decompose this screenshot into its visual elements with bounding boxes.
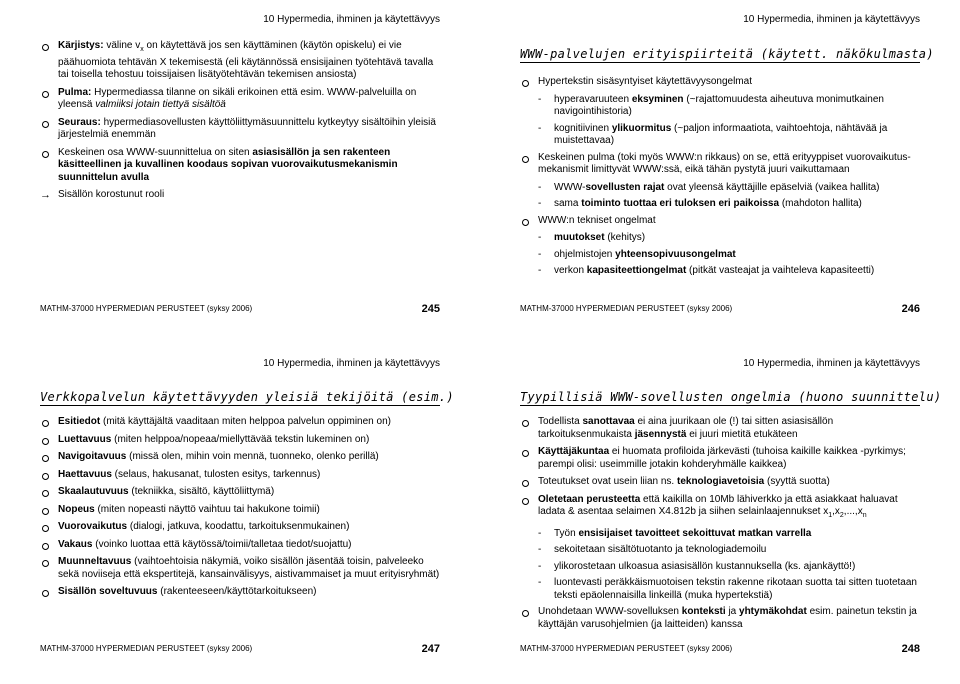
bullet-icon: [42, 508, 49, 515]
bullet-item: [520, 76, 920, 89]
dash-marker: -: [538, 527, 542, 539]
bullet-icon: [522, 480, 529, 487]
sub-item: [520, 198, 920, 211]
bullet-icon: [42, 44, 49, 51]
slide-header: 10 Hypermedia, ihminen ja käytettävyys: [263, 358, 440, 369]
slide-title: Verkkopalvelun käytettävyyden yleisiä tekijöitä (esim.): [40, 390, 454, 404]
bullet-item-text: Navigoitavuus (missä olen, mihin voin mennä, tuonneko, olenko perillä): [58, 451, 379, 462]
bullet-item-text: Luettavuus (miten helppoa/nopeaa/miellyttävää tekstin lukeminen on): [58, 433, 370, 445]
bullet-icon: [42, 455, 49, 462]
bullet-item: [40, 434, 440, 447]
slide-header: 10 Hypermedia, ihminen ja käytettävyys: [743, 358, 920, 369]
slide-248: [520, 358, 942, 670]
bullet-item: [40, 504, 440, 517]
sub-item-text: hyperavaruuteen eksyminen (~rajattomuudesta aiheutuva monimutkainen navigointihistoria): [554, 93, 884, 117]
bullet-item: [40, 40, 440, 82]
bullet-icon: [42, 473, 49, 480]
dash-marker: -: [538, 248, 542, 260]
bullet-icon: [42, 560, 49, 567]
sub-item: [520, 265, 920, 278]
bullet-icon: [42, 543, 49, 550]
bullet-icon: [42, 121, 49, 128]
dash-marker: -: [538, 93, 542, 105]
bullet-item-text: Vuorovaikutus (dialogi, jatkuva, koodattu, tarkoituksenmukainen): [58, 521, 350, 532]
bullet-item-text: Toteutukset ovat usein liian ns. teknologiavetoisia (syyttä suotta): [538, 476, 830, 487]
bullet-item: [40, 539, 440, 552]
bullet-item-text: Sisällön soveltuvuus (rakenteeseen/käyttötarkoitukseen): [58, 586, 317, 597]
sub-item-text: ylikorostetaan ulkoasua asiasisällön kustannuksella (ks. ajankäyttö!): [554, 560, 856, 572]
sub-item: [520, 182, 920, 195]
bullet-item-text: Hypertekstin sisäsyntyiset käytettävyysongelmat: [538, 76, 752, 87]
sub-item: [520, 528, 920, 541]
bullet-item-text: Käyttäjäkuntaa ei huomata profiloida järkevästi (tuhoisa kaikille kaikkea -pyrkimys; parempi olisi: useimmille jotakin kohderyhmälle kaikkea): [538, 446, 906, 470]
bullet-item: [520, 606, 920, 631]
sub-item: [520, 577, 920, 602]
slide-body: [40, 416, 440, 604]
bullet-item-text: Skaalautuvuus (tekniikka, sisältö, käyttöliittymä): [58, 486, 275, 497]
slide-title: WWW-palvelujen erityispiirteitä (käytett. näkökulmasta): [520, 47, 934, 61]
bullet-item-text: Nopeus (miten nopeasti näyttö vaihtuu tai hakukone toimii): [58, 503, 320, 515]
sub-item: [520, 561, 920, 574]
bullet-icon: [522, 450, 529, 457]
bullet-item: [40, 117, 440, 142]
slide-247: [40, 358, 454, 670]
slide-body: [520, 76, 920, 282]
bullet-icon: [522, 80, 529, 87]
sub-item: [520, 249, 920, 262]
bullet-icon: [522, 420, 529, 427]
sub-item-text: sekoitetaan sisältötuotanto ja teknologiademoilu: [554, 544, 767, 555]
bullet-item: [520, 215, 920, 228]
slide-footer: MATHM-37000 HYPERMEDIAN PERUSTEET (syksy 2006): [520, 644, 733, 653]
dash-marker: -: [538, 577, 542, 588]
bullet-icon: [42, 151, 49, 158]
bullet-item-text: WWW:n tekniset ongelmat: [538, 214, 656, 226]
bullet-item: [40, 586, 440, 599]
bullet-icon: [42, 525, 49, 532]
page-number: 246: [901, 303, 920, 315]
sub-item: [520, 123, 920, 148]
bullet-item: [40, 486, 440, 499]
bullet-item-text: Vakaus (voinko luottaa että käytössä/toimii/talletaa tiedot/suojattu): [58, 538, 352, 550]
bullet-icon: [42, 438, 49, 445]
slide-footer: MATHM-37000 HYPERMEDIAN PERUSTEET (syksy 2006): [40, 644, 253, 653]
slide-header: 10 Hypermedia, ihminen ja käytettävyys: [743, 14, 920, 25]
bullet-item: [40, 556, 440, 581]
bullet-item: [40, 521, 440, 534]
slide-footer: MATHM-37000 HYPERMEDIAN PERUSTEET (syksy 2006): [40, 304, 253, 313]
slide-footer: MATHM-37000 HYPERMEDIAN PERUSTEET (syksy 2006): [520, 304, 733, 313]
page-number: 245: [421, 303, 440, 315]
dash-marker: -: [538, 122, 542, 134]
page-number: 248: [901, 643, 920, 655]
slide-header: 10 Hypermedia, ihminen ja käytettävyys: [263, 14, 440, 25]
sub-item-text: WWW-sovellusten rajat ovat yleensä käyttäjille epäselviä (vaikea hallita): [554, 181, 880, 193]
bullet-item-text: Muunneltavuus (vaihtoehtoisia näkymiä, voiko sisällön jäsentää toisin, palveleeko sekä noviiseja että ekspertitejä, kansainvälisyys, aistivammaiset ja muut erityisryhmät): [58, 556, 440, 580]
bullet-item-text: Unohdetaan WWW-sovelluksen konteksti ja yhtymäkohdat esim. painetun tekstin ja käyttäjän varusohjelmien (ja laitteiden) kanssa: [538, 606, 917, 630]
page-number: 247: [421, 643, 440, 655]
dash-marker: -: [538, 560, 542, 572]
bullet-item: [520, 152, 920, 177]
bullet-item: [520, 494, 920, 523]
bullet-icon: [42, 490, 49, 497]
sub-item-text: sama toiminto tuottaa eri tuloksen eri paikoissa (mahdoton hallita): [554, 198, 862, 209]
sub-item-text: Työn ensisijaiset tavoitteet sekoittuvat matkan varrella: [554, 527, 812, 539]
bullet-item-text: Keskeinen osa WWW-suunnittelua on siten asiasisällön ja sen rakenteen käsitteellinen ja kuvallinen koodaus sopivan vuorovaikutusmekanismin suunnittelun avulla: [58, 146, 398, 183]
bullet-item: [40, 451, 440, 464]
bullet-icon: [42, 91, 49, 98]
bullet-item: [40, 147, 440, 185]
slide-body: [40, 40, 440, 207]
bullet-item-text: Oletetaan perusteetta että kaikilla on 10Mb lähiverkko ja että asiakkaat haluavat ladata & asentaa selaimen X4.812b ja siihen selainlaajennukset $x_1,x_2,...,x_n$: [538, 493, 898, 519]
sub-item-text: verkon kapasiteettiongelmat (pitkät vasteajat ja vaihteleva kapasiteetti): [554, 265, 875, 276]
bullet-item-text: Seuraus: hypermediasovellusten käyttöliittymäsuunnittelu kytkeytyy sisältöihin yleisiä järjestelmiä enemmän: [58, 116, 436, 140]
dash-marker: -: [538, 265, 542, 276]
dash-marker: -: [538, 232, 542, 243]
bullet-item-text: Haettavuus (selaus, hakusanat, tulosten esitys, tarkennus): [58, 468, 321, 480]
bullet-icon: [42, 420, 49, 427]
arrow-right-icon: →: [40, 189, 51, 201]
arrow-item: [40, 189, 440, 202]
bullet-item: [520, 416, 920, 441]
bullet-item: [520, 476, 920, 489]
bullet-icon: [522, 156, 529, 163]
bullet-icon: [522, 219, 529, 226]
sub-item: [520, 544, 920, 557]
bullet-item: [40, 87, 440, 112]
bullet-item-text: Pulma: Hypermediassa tilanne on sikäli erikoinen että esim. WWW-palveluilla on yleensä valmiiksi jotain tiettyä sisältöä: [58, 86, 417, 110]
slide-245: [40, 14, 440, 322]
bullet-item-text: Todellista sanottavaa ei aina juurikaan ole (!) tai sitten asiasisällön tarkoituksenmukaista jäsennystä ei juuri mietitä etukäteen: [538, 416, 834, 440]
dash-marker: -: [538, 198, 542, 209]
bullet-item: [40, 469, 440, 482]
bullet-item-text: Keskeinen pulma (toki myös WWW:n rikkaus) on se, että erityyppiset vuorovaikutus-mekanismit limittyvät WWW:ssä, eikä tähän pystytä juuri vaikuttamaan: [538, 151, 911, 175]
bullet-item-text: Kärjistys: väline $v_x$ on käytettävä jos sen käyttäminen (käytön opiskelu) ei vie päähuomiota tehtävän X tekemisestä (eli käytännössä ensisijainen työtehtävä tavalla tai toisella tehostuu toissijaisen lisätyötehtävän tekemisen ansiosta): [58, 40, 434, 80]
slide-title: Tyypillisiä WWW-sovellusten ongelmia (huono suunnittelu): [520, 390, 942, 404]
bullet-item-text: Esitiedot (mitä käyttäjältä vaaditaan miten helppoa palvelun oppiminen on): [58, 416, 391, 427]
bullet-icon: [522, 610, 529, 617]
dash-marker: -: [538, 181, 542, 193]
arrow-item-text: Sisällön korostunut rooli: [58, 189, 165, 200]
slide-246: [520, 14, 934, 322]
bullet-icon: [42, 590, 49, 597]
sub-item-text: ohjelmistojen yhteensopivuusongelmat: [554, 248, 736, 260]
sub-item: [520, 232, 920, 245]
sub-item-text: kognitiivinen ylikuormitus (~paljon informaatiota, vaihtoehtoja, nähtävää ja muistettavaa): [554, 122, 888, 146]
sub-item: [520, 94, 920, 119]
slide-body: [520, 416, 920, 636]
sub-item-text: muutokset (kehitys): [554, 232, 646, 243]
sub-item-text: luontevasti peräkkäismuotoisen tekstin rakenne rikotaan suotta tai sitten tuotetaan teksti epäolennaisilla linkeillä (muka hypertekstiä): [554, 577, 917, 601]
bullet-icon: [522, 498, 529, 505]
dash-marker: -: [538, 544, 542, 555]
bullet-item: [40, 416, 440, 429]
bullet-item: [520, 446, 920, 471]
